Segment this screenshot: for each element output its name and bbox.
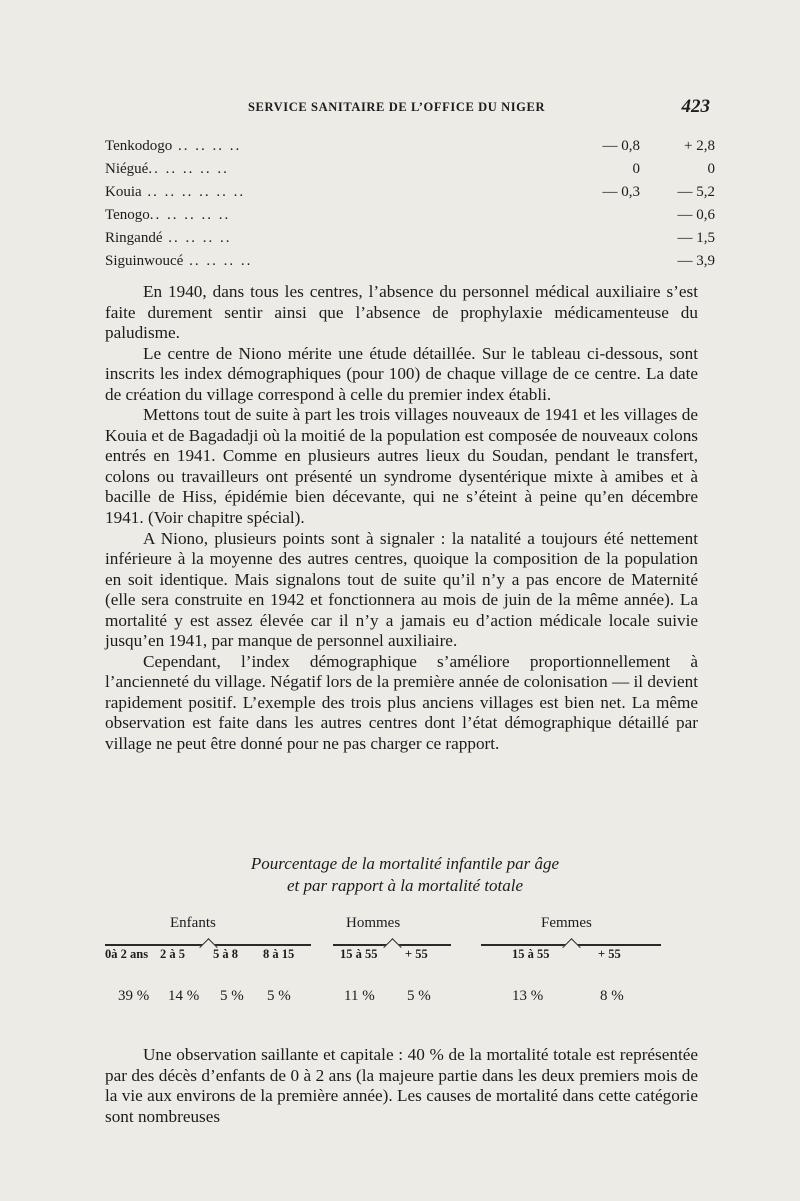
index-value-2: — 1,5 bbox=[677, 230, 715, 246]
leader-dots: .. .. .. .. bbox=[172, 138, 242, 154]
village-name: Siguinwoucé bbox=[105, 253, 184, 269]
age-header: 15 à 55 bbox=[512, 947, 550, 961]
index-value-2: — 0,6 bbox=[677, 207, 715, 223]
age-header: + 55 bbox=[405, 947, 428, 961]
leader-dots: .. .. .. .. .. .. bbox=[141, 184, 246, 200]
age-header: 8 à 15 bbox=[263, 947, 295, 961]
group-header-femmes: Femmes bbox=[541, 915, 592, 931]
list-item bbox=[105, 161, 715, 184]
index-value-1: 0 bbox=[632, 161, 640, 177]
age-header: 15 à 55 bbox=[340, 947, 378, 961]
page-header bbox=[100, 96, 710, 120]
percent-value: 8 % bbox=[600, 988, 624, 1004]
list-item bbox=[105, 230, 715, 253]
village-name: Ringandé bbox=[105, 230, 163, 246]
femmes-brace bbox=[481, 938, 661, 952]
village-name: Kouia bbox=[105, 184, 142, 200]
index-value-2: + 2,8 bbox=[684, 138, 715, 154]
paragraph: Une observation saillante et capitale : 40 % de la mortalité totale est représentée par des décès d’enfants de 0 à 2 ans (la majeure partie dans les deux premiers mois de la vie aux environs de la première année). Les causes de mortalité dans cette catégorie sont nombreuses bbox=[105, 1045, 698, 1126]
leader-dots: .. .. .. .. bbox=[183, 253, 253, 269]
age-header: + 55 bbox=[598, 947, 621, 961]
age-header: 2 à 5 bbox=[160, 947, 185, 961]
list-item bbox=[105, 207, 715, 230]
percent-value: 11 % bbox=[344, 988, 375, 1004]
index-value-2: — 5,2 bbox=[677, 184, 715, 200]
village-name: Tenkodogo bbox=[105, 138, 173, 154]
closing-text bbox=[105, 1045, 698, 1127]
village-index-list bbox=[105, 138, 715, 276]
paragraph: Mettons tout de suite à part les trois villages nouveaux de 1941 et les villages de Kouia et de Bagadadji où la moitié de la population est composée de nouveaux colons entrés en 1941. Comme en plusieurs autres lieux du Soudan, pendant le transfert, colons ou travailleurs ont présenté un syndrome dysentérique mixte à amibes et à bacille de Hiss, épidémie bien décevante, qui ne s’éteint à peine qu’en décembre 1941. (Voir chapitre spécial). bbox=[105, 405, 698, 528]
percent-value: 5 % bbox=[220, 988, 244, 1004]
percent-value: 39 % bbox=[118, 988, 150, 1004]
paragraph: En 1940, dans tous les centres, l’absence du personnel médical auxiliaire s’est faite durement sentir ainsi que l’absence de prophylaxie médicamenteuse du paludisme. bbox=[105, 282, 698, 343]
percent-value: 13 % bbox=[512, 988, 544, 1004]
group-header-enfants: Enfants bbox=[170, 915, 216, 931]
leader-dots: .. .. .. .. .. bbox=[148, 161, 229, 177]
page-number: 423 bbox=[681, 96, 710, 117]
leader-dots: .. .. .. .. .. bbox=[149, 207, 231, 223]
paragraph: Cependant, l’index démographique s’améliore proportionnellement à l’ancienneté du village. Négatif lors de la première année de colonisation — il devient rapidement positif. L’exemple des trois plus anciens villages est bien net. La même observation est faite dans les autres centres dont l’état démographique détaillé par village ne peut être donné pour ne pas charger ce rapport. bbox=[105, 651, 698, 754]
index-value-2: 0 bbox=[707, 161, 715, 177]
paragraph: A Niono, plusieurs points sont à signaler : la natalité a toujours été nettement inférieure à la moyenne des autres centres, quoique la composition de la population en soit identique. Mais signalons tout de suite qu’il n’y a pas encore de Maternité (elle sera construite en 1942 et fonctionnera au mois de juin de la même année). La mortalité y est assez élevée car il n’y a jamais eu d’action médicale locale suivie jusqu’en 1941, par manque de personnel auxiliaire. bbox=[105, 528, 698, 651]
village-name: Tenogo bbox=[105, 207, 150, 223]
percent-value: 14 % bbox=[168, 988, 200, 1004]
caption-line-2: et par rapport à la mortalité totale bbox=[286, 876, 524, 895]
index-value-1: — 0,8 bbox=[602, 138, 640, 154]
leader-dots: .. .. .. .. bbox=[162, 230, 232, 246]
group-header-hommes: Hommes bbox=[346, 915, 401, 931]
caption-line-1: Pourcentage de la mortalité infantile par âge bbox=[250, 854, 560, 873]
list-item bbox=[105, 184, 715, 207]
index-value-2: — 3,9 bbox=[677, 253, 715, 269]
paragraph: Le centre de Niono mérite une étude détaillée. Sur le tableau ci-dessous, sont inscrits les index démographiques (pour 100) de chaque village de ce centre. La date de création du village correspond à celle du premier index établi. bbox=[105, 343, 698, 404]
table-caption bbox=[100, 853, 710, 897]
village-name: Niégué bbox=[105, 161, 149, 177]
body-text bbox=[105, 282, 698, 755]
list-item bbox=[105, 253, 715, 276]
age-header: 0à 2 ans bbox=[105, 947, 149, 961]
index-value-1: — 0,3 bbox=[602, 184, 640, 200]
age-header: 5 à 8 bbox=[213, 947, 238, 961]
percent-value: 5 % bbox=[407, 988, 431, 1004]
list-item bbox=[105, 138, 715, 161]
running-title: SERVICE SANITAIRE DE L’OFFICE DU NIGER bbox=[248, 100, 546, 114]
percent-value: 5 % bbox=[267, 988, 291, 1004]
